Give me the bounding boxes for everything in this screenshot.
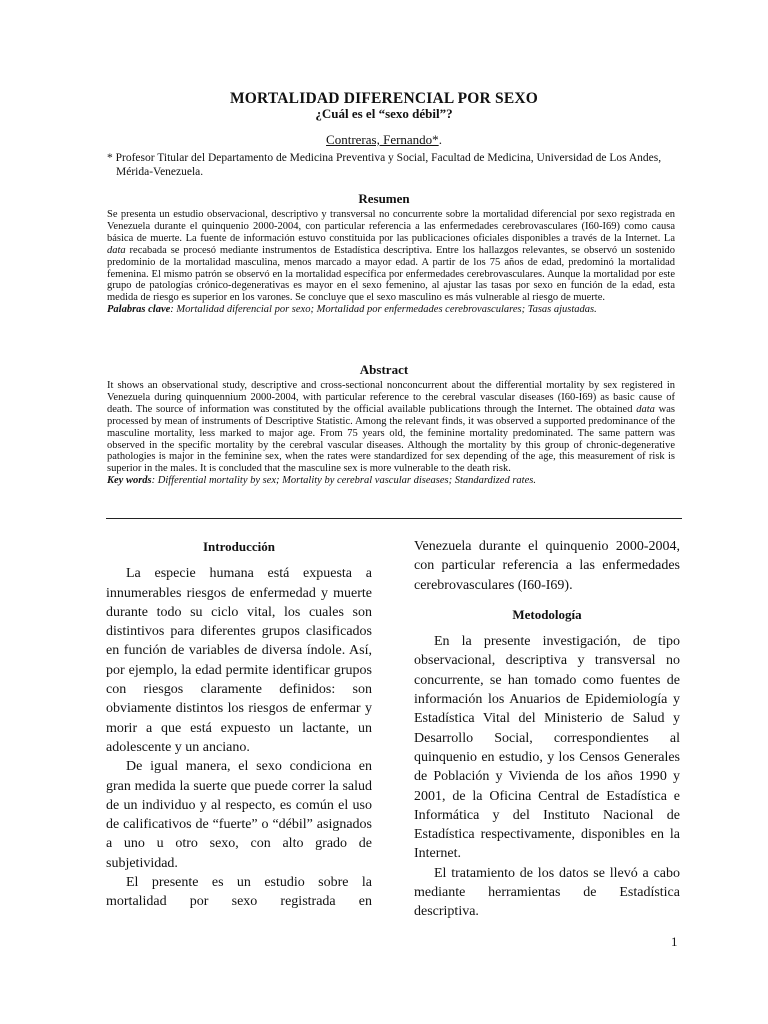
abstract-keywords-label: Key words <box>107 475 152 487</box>
resumen-heading: Resumen <box>358 191 410 206</box>
page-number: 1 <box>671 934 678 949</box>
abstract-data-word: data <box>636 403 655 415</box>
author-suffix: . <box>438 132 442 147</box>
abstract-heading: Abstract <box>359 362 409 377</box>
metodologia-paragraph-1: En la presente investigación, de tipo observacional, descriptiva y transversal no concurrente, se han tomado como fuentes de información los Anuarios de Epidemiología y Estadística Vital del Ministerio de Salud y Desarrollo Social, correspondientes al quinquenio en estudio, y los Censos Generales de Población y Vivienda de los años 1990 y 2001, de la Oficina Central de Estadística e Informática y del Instituto Nacional de Estadística respectivamente, disponibles en la Internet. <box>414 634 680 862</box>
resumen-keywords-text: : Mortalidad diferencial por sexo; Mortalidad por enfermedades cerebrovasculares; Tasas ajustadas. <box>170 304 597 316</box>
intro-paragraph-3: El presente es un estudio sobre la mortalidad por sexo registrada en <box>106 875 372 910</box>
paper-title: MORTALIDAD DIFERENCIAL POR SEXO <box>229 90 539 107</box>
intro-paragraph-2: De igual manera, el sexo condiciona en gran medida la suerte que puede correr la salud de un individuo y al respecto, es común el uso de calificativos de “fuerte” o “débil” asignados a uno u otro sexo, con alto grado de subjetividad. <box>106 759 372 871</box>
abstract-text-2: was processed by mean of instruments of Descriptive Statistic. Among the relevant finds, it was observed a supported predominance of the masculine mortality, less marked to major age. From 75 years old, the feminine mortality predominated. The same pattern was observed in the specific mortality by the cerebral vascular diseases. Although the mortality by this group of chronic-degenerative pathologies is major in the feminine sex, when the rates were standardized for sex depending of the age, this measurement of risk is superior in the males. It is concluded that the masculine sex is more vulnerable to the death risk. <box>107 403 676 475</box>
author-line <box>0 132 768 148</box>
metodologia-heading: Metodología <box>512 606 582 622</box>
author-name: Contreras, Fernando* <box>326 132 439 147</box>
affiliation: * Profesor Titular del Departamento de Medicina Preventiva y Social, Facultad de Medicina, Universidad de Los Andes, Mérida-Venezuela. <box>107 152 662 178</box>
section-divider <box>106 518 682 519</box>
intro-paragraph-3-continued: Venezuela durante el quinquenio 2000-2004, con particular referencia a las enfermedades cerebrovasculares (I60-I69). <box>414 539 680 593</box>
resumen-text-2: recabada se procesó mediante instrumentos de Estadística descriptiva. Entre los hallazgos relevantes, se observó un sostenido predominio de la mortalidad masculina, menos marcado a mayor edad. A partir de los 75 años de edad, predominó la mortalidad femenina. El mismo patrón se observó en la mortalidad específica por enfermedades cerebrovasculares. Aunque la mortalidad por este grupo de patologías crónico-degenerativas es mayor en el sexo femenino, al ajustar las tasas por sexo en función de la edad, esta medida de riesgo es superior en los varones. Se concluye que el sexo masculino es más vulnerable al riesgo de muerte. <box>107 244 675 304</box>
paper-subtitle: ¿Cuál es el “sexo débil”? <box>315 106 453 121</box>
intro-heading: Introducción <box>203 539 275 554</box>
abstract-keywords <box>107 475 675 487</box>
resumen-keywords <box>107 304 675 316</box>
resumen-text-1: Se presenta un estudio observacional, descriptivo y transversal no concurrente sobre la mortalidad diferencial por sexo registrada en Venezuela durante el quinquenio 2000-2004, con particular referencia a las enfermedades cerebrovasculares (I60-I69) como causa básica de muerte. La fuente de información estuvo constituida por las publicaciones oficiales disponibles a través de la Internet. La <box>107 209 675 244</box>
left-column <box>106 537 372 912</box>
resumen-body <box>107 209 675 316</box>
intro-paragraph-1: La especie humana está expuesta a innumerables riesgos de enfermedad y muerte durante todo su ciclo vital, los cuales son distintivos para diferentes grupos clasificados en función de variables de diversa índole. Así, por ejemplo, la edad permite identificar grupos con riesgos claramente definidos: son obviamente distintos los riesgos de enfermar y morir a que está expuesto un lactante, un adolescente y un anciano. <box>106 566 372 755</box>
metodologia-paragraph-2: El tratamiento de los datos se llevó a cabo mediante herramientas de Estadística descriptiva. <box>414 865 680 920</box>
resumen-data-word: data <box>107 244 126 256</box>
abstract-body <box>107 380 675 487</box>
resumen-keywords-label: Palabras clave <box>107 304 171 316</box>
abstract-text-1: It shows an observational study, descriptive and cross-sectional nonconcurrent about the differential mortality by sex registered in Venezuela during quinquennium 2000-2004, with particular reference to the cerebral vascular diseases (I60-I69) as basic cause of death. The source of information was constituted by the official available publications through the Internet. The obtained <box>107 380 675 415</box>
right-column <box>414 537 680 922</box>
abstract-keywords-text: : Differential mortality by sex; Mortality by cerebral vascular diseases; Standardized rates. <box>151 475 536 487</box>
